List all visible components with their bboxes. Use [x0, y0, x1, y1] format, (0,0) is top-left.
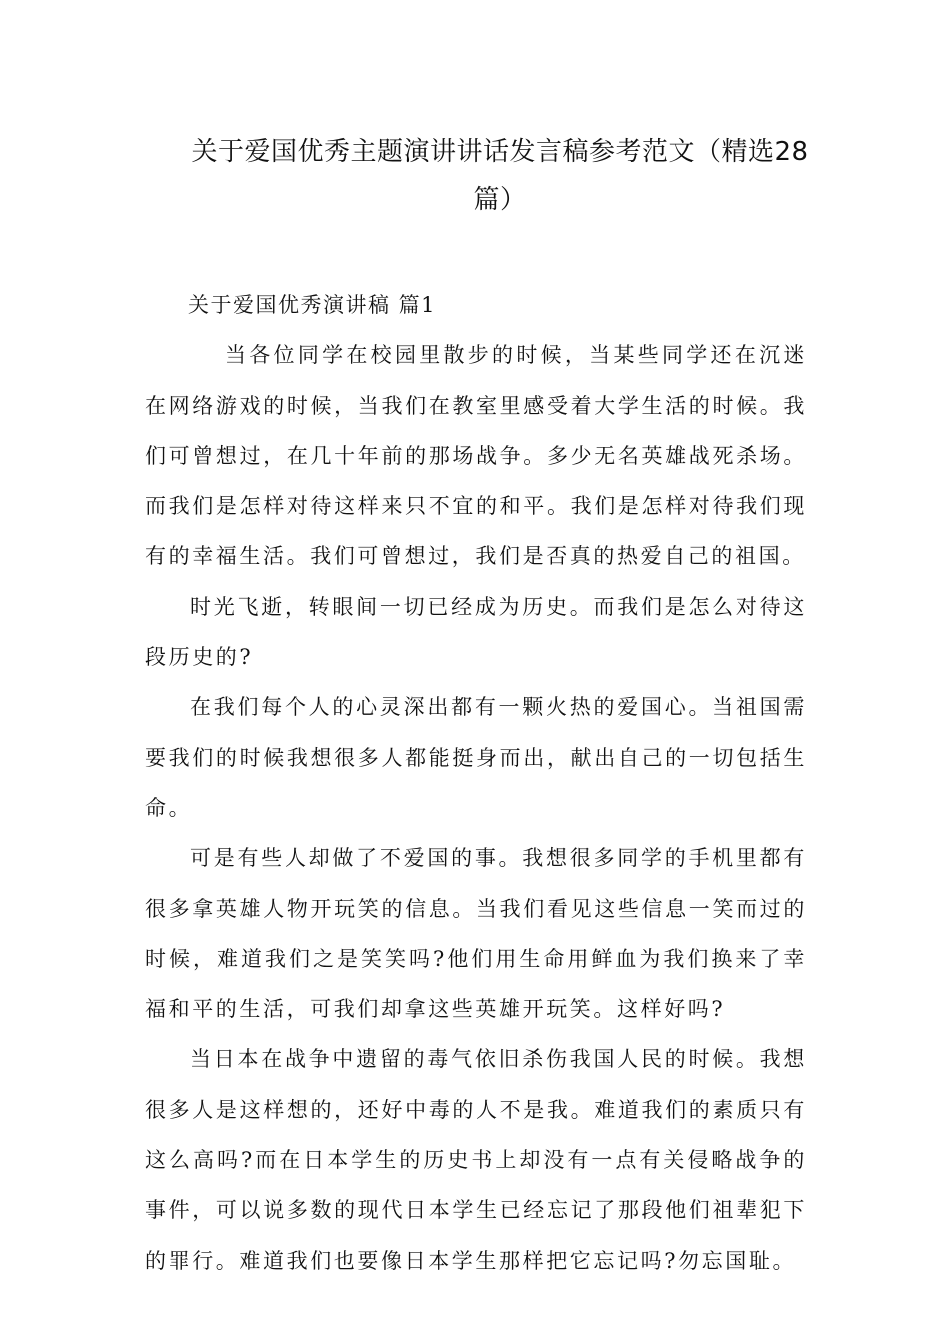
paragraph: 可是有些人却做了不爱国的事。我想很多同学的手机里都有很多拿英雄人物开玩笑的信息。当我们看见这些信息一笑而过的时候，难道我们之是笑笑吗?他们用生命用鲜血为我们换来了幸福和平的生活，可我们却拿这些英雄开玩笑。这样好吗?: [145, 846, 807, 1022]
paragraph: 当各位同学在校园里散步的时候，当某些同学还在沉迷在网络游戏的时候，当我们在教室里感受着大学生活的时候。我们可曾想过，在几十年前的那场战争。多少无名英雄战死杀场。而我们是怎样对待这样来只不宜的和平。我们是怎样对待我们现有的幸福生活。我们可曾想过，我们是否真的热爱自己的祖国。: [145, 343, 807, 569]
paragraph: 在我们每个人的心灵深出都有一颗火热的爱国心。当祖国需要我们的时候我想很多人都能挺身而出，献出自己的一切包括生命。: [145, 695, 807, 820]
section-heading: 关于爱国优秀演讲稿 篇1: [188, 293, 437, 317]
paragraph: 当日本在战争中遗留的毒气依旧杀伤我国人民的时候。我想很多人是这样想的，还好中毒的人不是我。难道我们的素质只有这么高吗?而在日本学生的历史书上却没有一点有关侵略战争的事件，可以说多数的现代日本学生已经忘记了那段他们祖辈犯下的罪行。难道我们也要像日本学生那样把它忘记吗?勿忘国耻。: [145, 1047, 807, 1273]
paragraph: 时光飞逝，转眼间一切已经成为历史。而我们是怎么对待这段历史的?: [145, 594, 807, 670]
document-title: 关于爱国优秀主题演讲讲话发言稿参考范文（精选28篇）: [191, 137, 809, 215]
document-body: [145, 280, 807, 1286]
